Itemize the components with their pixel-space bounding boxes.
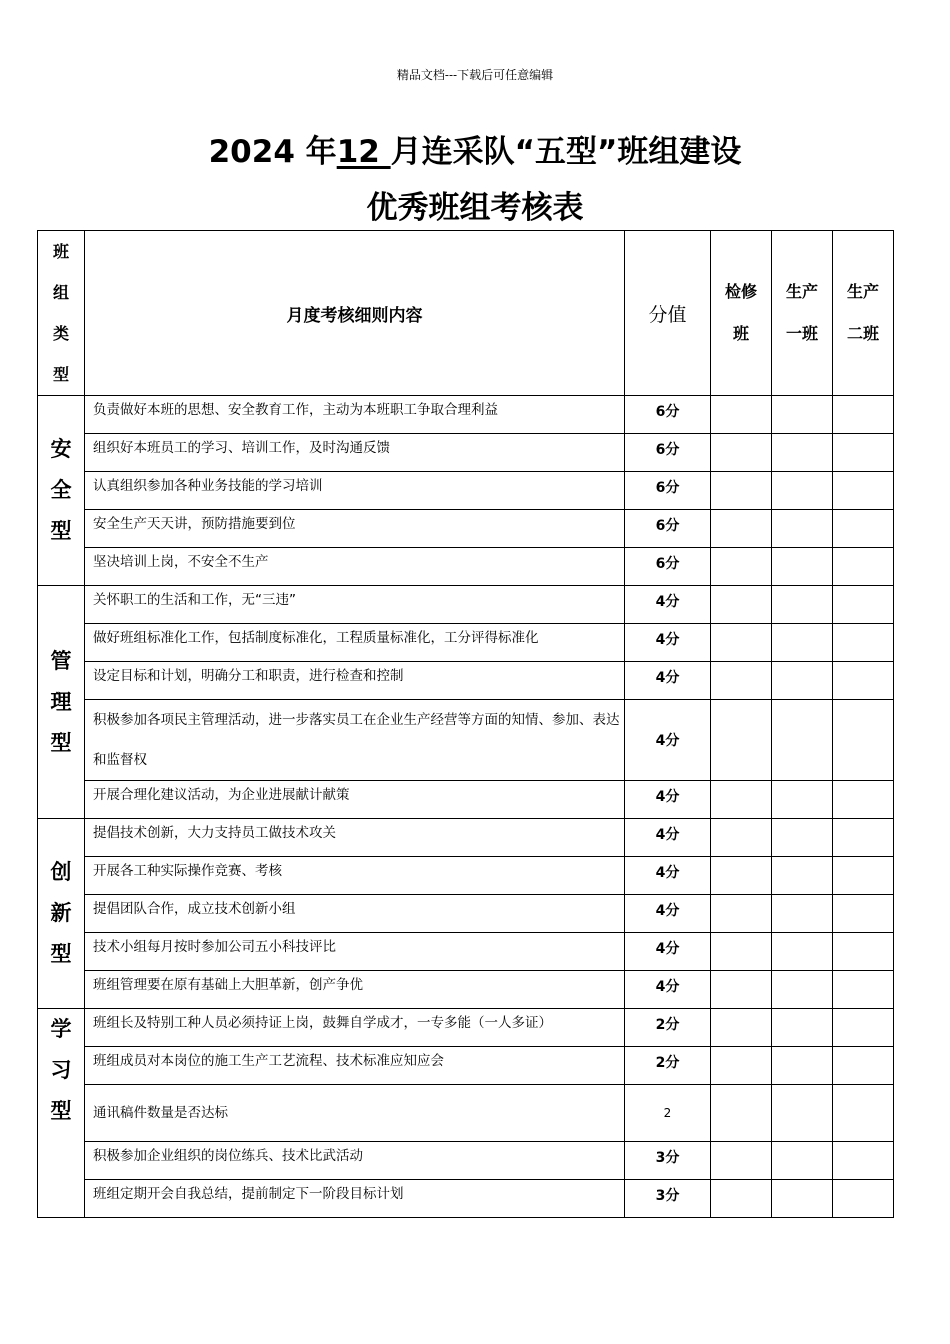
group-char: 理: [50, 689, 72, 714]
score-cell-production-1[interactable]: [772, 586, 833, 624]
score-cell-maintenance[interactable]: [711, 857, 772, 895]
score-cell-production-1[interactable]: [772, 548, 833, 586]
team-label-line: 生产: [846, 282, 879, 301]
rule-text: 班组管理要在原有基础上大胆革新，创产争优: [85, 971, 625, 1009]
score-cell-production-1[interactable]: [772, 971, 833, 1009]
score-cell-maintenance[interactable]: [711, 1085, 772, 1142]
table-row: [38, 819, 894, 857]
rule-score: 3分: [625, 1180, 711, 1218]
group-char: 创: [50, 860, 72, 884]
score-cell-maintenance[interactable]: [711, 510, 772, 548]
score-cell-production-2[interactable]: [833, 700, 894, 781]
score-cell-production-1[interactable]: [772, 700, 833, 781]
rule-text: 安全生产天天讲，预防措施要到位: [85, 510, 625, 548]
group-safety: [38, 396, 85, 586]
score-cell-production-2[interactable]: [833, 971, 894, 1009]
score-cell-maintenance[interactable]: [711, 700, 772, 781]
score-cell-maintenance[interactable]: [711, 819, 772, 857]
score-cell-production-1[interactable]: [772, 396, 833, 434]
score-cell-production-2[interactable]: [833, 548, 894, 586]
rule-text: 组织好本班员工的学习、培训工作，及时沟通反馈: [85, 434, 625, 472]
rule-text: 关怀职工的生活和工作，无“三违”: [85, 586, 625, 624]
group-char: 学: [50, 1017, 72, 1041]
table-row: [38, 933, 894, 971]
score-cell-maintenance[interactable]: [711, 781, 772, 819]
group-char: 管: [50, 648, 72, 673]
rule-text: 设定目标和计划，明确分工和职责，进行检查和控制: [85, 662, 625, 700]
score-cell-maintenance[interactable]: [711, 586, 772, 624]
score-cell-production-2[interactable]: [833, 472, 894, 510]
title-line-2: 优秀班组考核表: [366, 190, 584, 226]
score-cell-production-2[interactable]: [833, 396, 894, 434]
score-cell-maintenance[interactable]: [711, 1142, 772, 1180]
group-char: 安: [50, 437, 72, 461]
rule-score: 4分: [625, 624, 711, 662]
rule-text: 提倡技术创新，大力支持员工做技术攻关: [85, 819, 625, 857]
header-team-maintenance: [711, 231, 772, 396]
group-learning: [38, 1009, 85, 1218]
rule-text: 积极参加各项民主管理活动，进一步落实员工在企业生产经营等方面的知情、参加、表达和监督权: [85, 700, 625, 781]
score-cell-maintenance[interactable]: [711, 662, 772, 700]
score-cell-maintenance[interactable]: [711, 1009, 772, 1047]
rule-score: 4分: [625, 819, 711, 857]
score-cell-maintenance[interactable]: [711, 548, 772, 586]
table-row: [38, 396, 894, 434]
group-char: 全: [50, 478, 72, 502]
rule-text: 班组成员对本岗位的施工生产工艺流程、技术标准应知应会: [85, 1047, 625, 1085]
title-suffix: 月连采队“五型”班组建设: [390, 134, 742, 170]
group-char: 型: [50, 942, 72, 966]
group-char: 习: [50, 1058, 72, 1082]
score-cell-production-1[interactable]: [772, 472, 833, 510]
table-row: [38, 971, 894, 1009]
score-cell-maintenance[interactable]: [711, 933, 772, 971]
score-cell-production-1[interactable]: [772, 1085, 833, 1142]
rule-text: 通讯稿件数量是否达标: [85, 1085, 625, 1142]
rule-score: 4分: [625, 895, 711, 933]
team-label-line: 检修: [724, 282, 757, 301]
score-cell-production-1[interactable]: [772, 624, 833, 662]
rule-text: 班组长及特别工种人员必须持证上岗，鼓舞自学成才，一专多能（一人多证）: [85, 1009, 625, 1047]
score-cell-maintenance[interactable]: [711, 396, 772, 434]
score-cell-production-2[interactable]: [833, 1085, 894, 1142]
rule-score: 2: [625, 1085, 711, 1142]
score-cell-production-2[interactable]: [833, 895, 894, 933]
score-cell-production-1[interactable]: [772, 933, 833, 971]
rule-score: 2分: [625, 1047, 711, 1085]
group-char: 型: [50, 519, 72, 543]
group-management: [38, 586, 85, 819]
score-cell-production-1[interactable]: [772, 434, 833, 472]
rule-score: 6分: [625, 472, 711, 510]
score-cell-production-2[interactable]: [833, 1009, 894, 1047]
header-type-char: 型: [52, 365, 69, 384]
rule-text: 做好班组标准化工作，包括制度标准化，工程质量标准化，工分评得标准化: [85, 624, 625, 662]
table-row: [38, 857, 894, 895]
score-cell-production-2[interactable]: [833, 586, 894, 624]
rule-score: 6分: [625, 396, 711, 434]
rule-score: 4分: [625, 933, 711, 971]
score-cell-production-2[interactable]: [833, 1047, 894, 1085]
table-row: [38, 781, 894, 819]
table-row: [38, 1047, 894, 1085]
table-row: [38, 472, 894, 510]
rule-text: 认真组织参加各种业务技能的学习培训: [85, 472, 625, 510]
team-label-line: 生产: [785, 282, 818, 301]
score-cell-maintenance[interactable]: [711, 895, 772, 933]
team-label-line: 一班: [785, 324, 818, 343]
rule-score: 4分: [625, 662, 711, 700]
rule-score: 6分: [625, 434, 711, 472]
score-cell-production-1[interactable]: [772, 1180, 833, 1218]
rule-text: 坚决培训上岗，不安全不生产: [85, 548, 625, 586]
rule-text: 技术小组每月按时参加公司五小科技评比: [85, 933, 625, 971]
rule-score: 6分: [625, 548, 711, 586]
rule-text: 提倡团队合作，成立技术创新小组: [85, 895, 625, 933]
rule-score: 4分: [625, 781, 711, 819]
table-row: [38, 1085, 894, 1142]
table-row: [38, 1009, 894, 1047]
table-row: [38, 662, 894, 700]
table-row: [38, 624, 894, 662]
team-label-line: 二班: [846, 324, 879, 343]
title-line-1: [0, 132, 950, 172]
group-innovation: [38, 819, 85, 1009]
title-prefix: 2024 年: [208, 134, 337, 170]
score-cell-production-1[interactable]: [772, 857, 833, 895]
rule-score: 4分: [625, 586, 711, 624]
score-cell-production-1[interactable]: [772, 510, 833, 548]
score-cell-production-1[interactable]: [772, 781, 833, 819]
score-cell-production-2[interactable]: [833, 1180, 894, 1218]
table-row: [38, 895, 894, 933]
header-content: 月度考核细则内容: [85, 231, 625, 396]
score-cell-production-2[interactable]: [833, 933, 894, 971]
rule-text: 负责做好本班的思想、安全教育工作，主动为本班职工争取合理利益: [85, 396, 625, 434]
header-team-production-1: [772, 231, 833, 396]
group-char: 型: [50, 730, 72, 755]
header-group-type: [38, 231, 85, 396]
rule-text: 开展合理化建议活动，为企业进展献计献策: [85, 781, 625, 819]
rule-text: 开展各工种实际操作竞赛、考核: [85, 857, 625, 895]
score-cell-production-2[interactable]: [833, 662, 894, 700]
header-team-production-2: [833, 231, 894, 396]
table-row: [38, 1180, 894, 1218]
team-label-line: 班: [732, 324, 749, 343]
rule-score: 4分: [625, 700, 711, 781]
rule-text: 班组定期开会自我总结，提前制定下一阶段目标计划: [85, 1180, 625, 1218]
title-month: 12: [336, 134, 391, 170]
score-cell-production-1[interactable]: [772, 819, 833, 857]
header-type-char: 班: [52, 242, 69, 261]
score-cell-maintenance[interactable]: [711, 1180, 772, 1218]
score-cell-production-1[interactable]: [772, 1047, 833, 1085]
rule-score: 3分: [625, 1142, 711, 1180]
group-char: 型: [50, 1099, 72, 1123]
score-cell-maintenance[interactable]: [711, 434, 772, 472]
assessment-table: [37, 230, 894, 1218]
score-cell-production-1[interactable]: [772, 1142, 833, 1180]
score-cell-production-2[interactable]: [833, 857, 894, 895]
score-cell-production-2[interactable]: [833, 510, 894, 548]
group-char: 新: [50, 901, 72, 925]
table-row: [38, 586, 894, 624]
score-cell-maintenance[interactable]: [711, 624, 772, 662]
rule-score: 2分: [625, 1009, 711, 1047]
table-row: [38, 700, 894, 781]
table-row: [38, 548, 894, 586]
score-cell-production-2[interactable]: [833, 1142, 894, 1180]
table-row: [38, 1142, 894, 1180]
score-cell-production-1[interactable]: [772, 1009, 833, 1047]
watermark-text: 精品文档---下载后可任意编辑: [396, 68, 554, 82]
score-cell-production-2[interactable]: [833, 819, 894, 857]
score-cell-production-2[interactable]: [833, 434, 894, 472]
rule-score: 4分: [625, 857, 711, 895]
score-cell-production-1[interactable]: [772, 662, 833, 700]
score-cell-maintenance[interactable]: [711, 971, 772, 1009]
header-type-char: 类: [52, 324, 69, 343]
score-cell-production-2[interactable]: [833, 781, 894, 819]
rule-score: 6分: [625, 510, 711, 548]
header-row: [38, 231, 894, 396]
header-type-char: 组: [52, 283, 69, 302]
rule-text: 积极参加企业组织的岗位练兵、技术比武活动: [85, 1142, 625, 1180]
score-cell-maintenance[interactable]: [711, 1047, 772, 1085]
rule-score: 4分: [625, 971, 711, 1009]
table-row: [38, 434, 894, 472]
score-cell-production-1[interactable]: [772, 895, 833, 933]
score-cell-production-2[interactable]: [833, 624, 894, 662]
header-score: 分值: [625, 231, 711, 396]
score-cell-maintenance[interactable]: [711, 472, 772, 510]
table-row: [38, 510, 894, 548]
